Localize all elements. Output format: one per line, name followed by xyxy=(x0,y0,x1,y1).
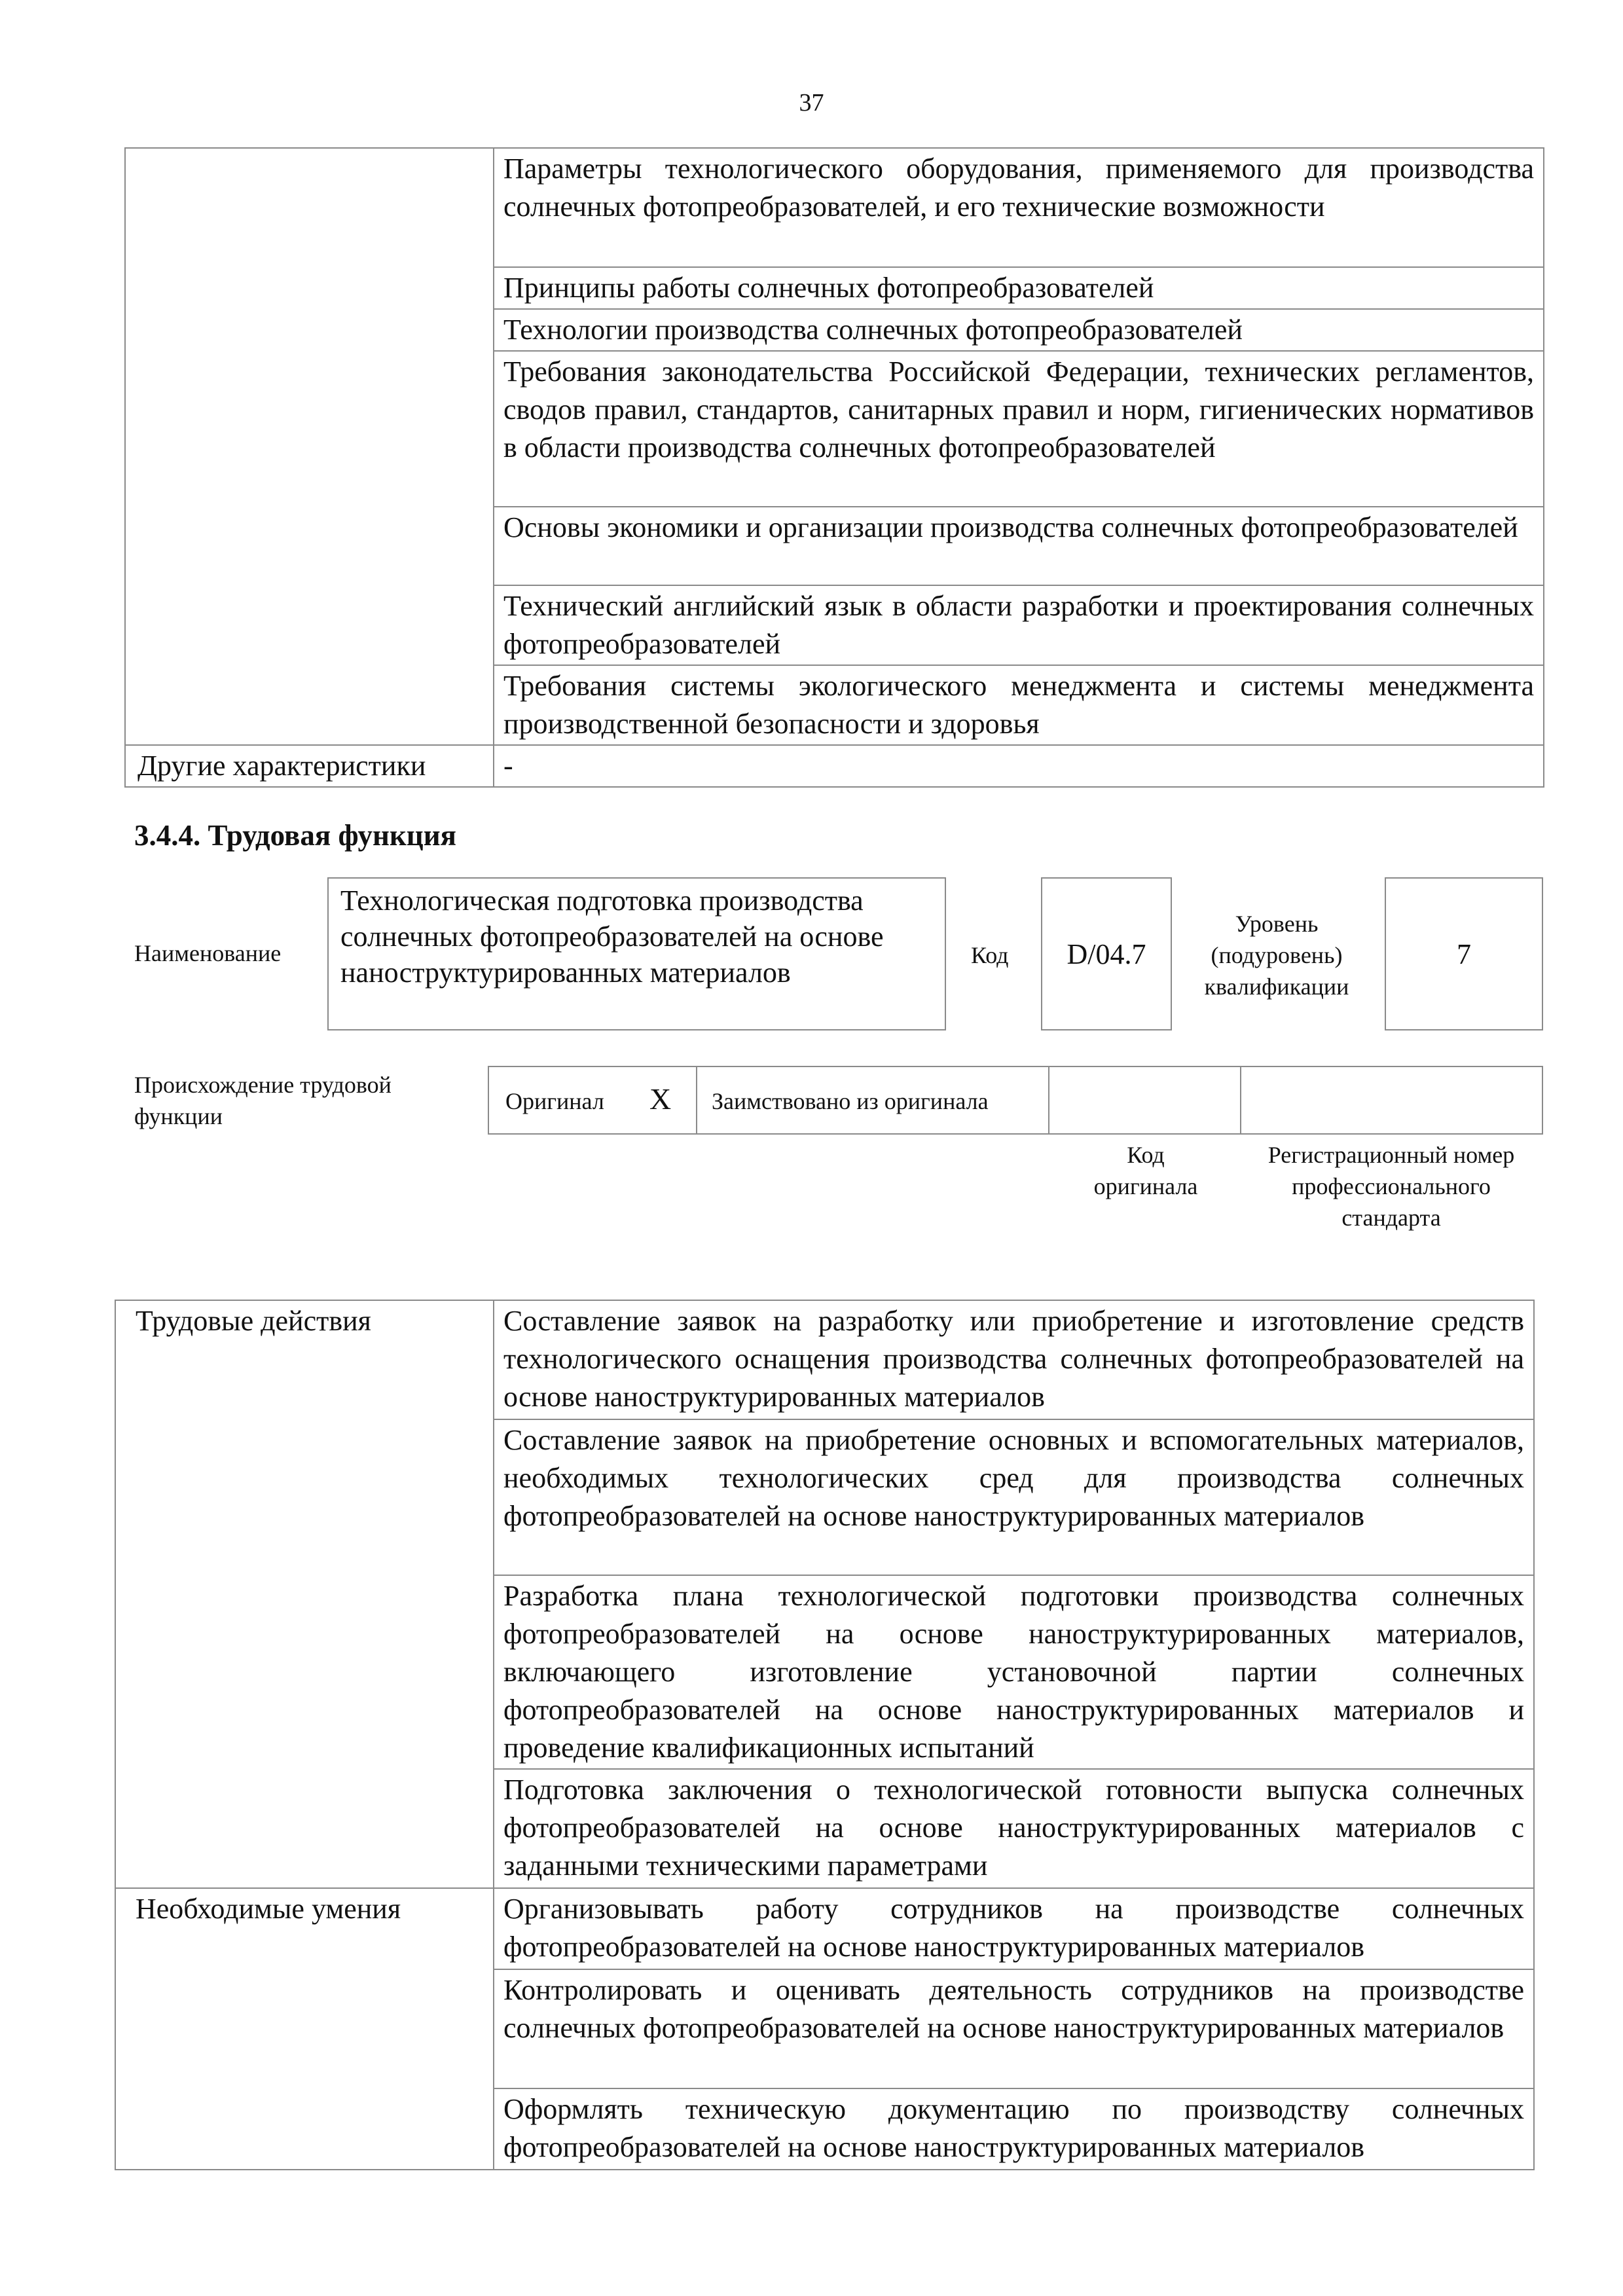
skills-label: Необходимые умения xyxy=(115,1888,494,2170)
knowledge-item: Принципы работы солнечных фотопреобразователей xyxy=(494,267,1544,309)
code-original-caption: Код оригинала xyxy=(1093,1142,1198,1199)
reg-number-caption: Регистрационный номер профессионального стандарта xyxy=(1267,1142,1515,1231)
knowledge-item: Технический английский язык в области разработки и проектирования солнечных фотопреобразователей xyxy=(494,585,1544,665)
origin-label: Происхождение трудовой функции xyxy=(134,1072,392,1129)
skill-item: Организовывать работу сотрудников на производстве солнечных фотопреобразователей на основе наноструктурированных материалов xyxy=(494,1888,1534,1969)
code-value-box xyxy=(1041,877,1172,1030)
level-label: Уровень (подуровень) квалификации xyxy=(1204,911,1349,1000)
action-item: Составление заявок на разработку или приобретение и изготовление средств технологического оснащения производства солнечных фотопреобразователей на основе наноструктурированных материалов xyxy=(494,1300,1534,1419)
action-item: Подготовка заключения о технологической готовности выпуска солнечных фотопреобразователей на основе наноструктурированных материалов с заданными техническими параметрами xyxy=(494,1769,1534,1888)
origin-borrowed-box xyxy=(696,1066,1049,1135)
knowledge-item: Параметры технологического оборудования, применяемого для производства солнечных фотопреобразователей, и его технические возможности xyxy=(494,148,1544,267)
code-value: D/04.7 xyxy=(1067,938,1146,970)
function-table xyxy=(115,1300,1535,2170)
section-title: 3.4.4. Трудовая функция xyxy=(134,819,457,852)
action-item: Разработка плана технологической подготовки производства солнечных фотопреобразователей на основе наноструктурированных материалов, включающего изготовление установочной партии солнечных фотопреобразователей на основе наноструктурированных материалов и проведение квалификационных испытаний xyxy=(494,1575,1534,1769)
name-value-box xyxy=(327,877,946,1030)
origin-original-box xyxy=(488,1066,697,1135)
skill-item: Оформлять техническую документацию по производству солнечных фотопреобразователей на основе наноструктурированных материалов xyxy=(494,2088,1534,2170)
other-characteristics-value: - xyxy=(494,745,1544,787)
level-value-box xyxy=(1385,877,1543,1030)
knowledge-item: Требования законодательства Российской Федерации, технических регламентов, сводов правил, стандартов, санитарных правил и норм, гигиенических нормативов в области производства солнечных фотопреобразователей xyxy=(494,351,1544,507)
knowledge-item: Требования системы экологического менеджмента и системы менеджмента производственной безопасности и здоровья xyxy=(494,665,1544,745)
skill-item: Контролировать и оценивать деятельность сотрудников на производстве солнечных фотопреобразователей на основе наноструктурированных материалов xyxy=(494,1969,1534,2088)
actions-label: Трудовые действия xyxy=(115,1300,494,1888)
borrowed-label: Заимствовано из оригинала xyxy=(712,1088,989,1114)
other-characteristics-label: Другие характеристики xyxy=(125,745,494,787)
knowledge-item: Технологии производства солнечных фотопреобразователей xyxy=(494,309,1544,351)
page-number: 37 xyxy=(799,89,824,117)
original-label: Оригинал xyxy=(505,1088,604,1114)
knowledge-table xyxy=(124,147,1544,788)
original-mark: X xyxy=(649,1082,672,1116)
name-label: Наименование xyxy=(134,940,282,966)
code-label: Код xyxy=(971,942,1009,968)
origin-code-box xyxy=(1048,1066,1241,1135)
knowledge-item: Основы экономики и организации производства солнечных фотопреобразователей xyxy=(494,507,1544,585)
level-value: 7 xyxy=(1457,938,1471,970)
knowledge-left-empty xyxy=(125,148,494,745)
origin-reg-number-box xyxy=(1240,1066,1543,1135)
action-item: Составление заявок на приобретение основных и вспомогательных материалов, необходимых технологических сред для производства солнечных фотопреобразователей на основе наноструктурированных материалов xyxy=(494,1419,1534,1575)
name-value: Технологическая подготовка производства солнечных фотопреобразователей на основе наноструктурированных материалов xyxy=(340,884,884,989)
